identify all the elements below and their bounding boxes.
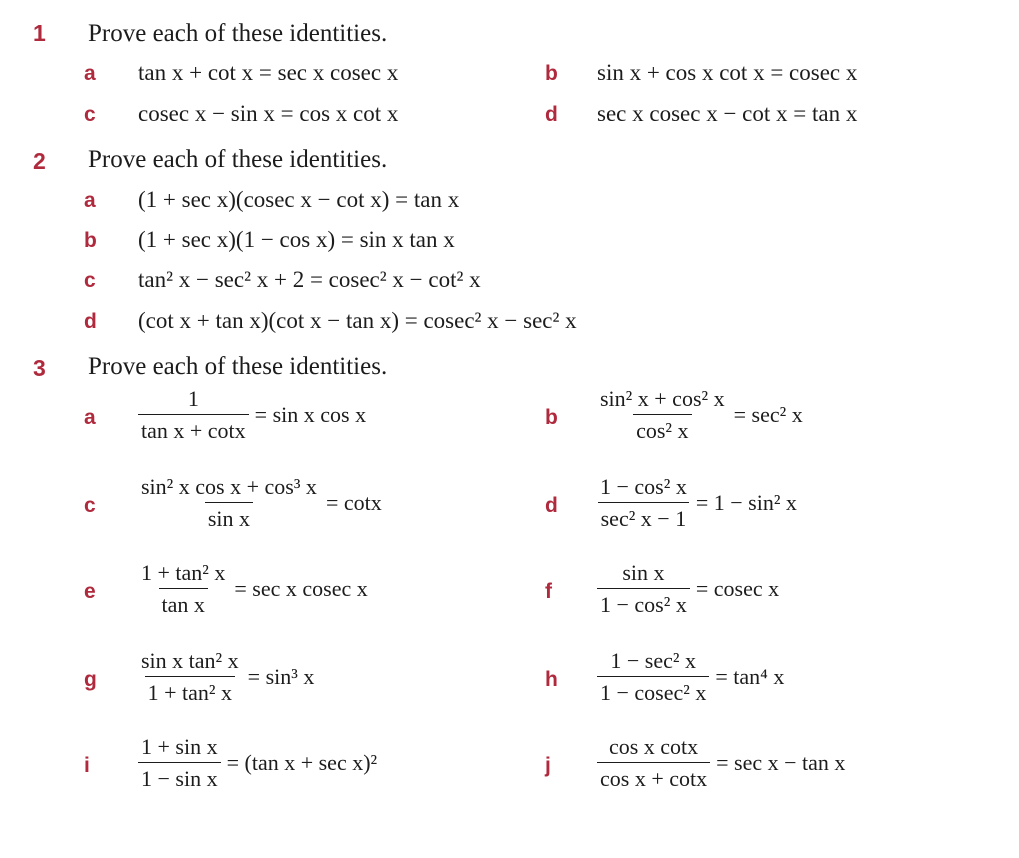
q3-part-b-identity — [597, 386, 803, 444]
q1-part-d-label: d — [545, 103, 558, 126]
q3-part-b-rhs: = sec² x — [733, 402, 803, 427]
q3-part-h-denominator: 1 − cosec² x — [597, 676, 709, 706]
q3-part-i-label: i — [84, 754, 90, 777]
q3-part-c-identity — [138, 474, 382, 532]
q3-part-h-rhs: = tan⁴ x — [715, 664, 785, 689]
q3-part-b-denominator: cos² x — [633, 414, 691, 444]
q1-part-c-identity: cosec x − sin x = cos x cot x — [138, 101, 399, 126]
q3-part-j-denominator: cos x + cotx — [597, 762, 710, 792]
q3-part-c-denominator: sin x — [205, 502, 253, 532]
q3-part-h-numerator: 1 − sec² x — [610, 648, 696, 673]
q3-part-g-numerator: sin x tan² x — [141, 648, 239, 673]
q3-part-e-numerator: 1 + tan² x — [141, 560, 226, 585]
q3-part-e-label: e — [84, 580, 96, 603]
q3-part-f-fraction — [597, 560, 690, 618]
q3-part-b-numerator: sin² x + cos² x — [600, 386, 725, 411]
question-3-number: 3 — [33, 355, 46, 381]
q3-part-e-fraction — [138, 560, 228, 618]
q3-part-g-identity — [138, 648, 314, 706]
q2-part-d-identity: (cot x + tan x)(cot x − tan x) = cosec² x − sec² x — [138, 308, 577, 333]
q1-part-b-identity: sin x + cos x cot x = cosec x — [597, 60, 858, 85]
q3-part-i-numerator: 1 + sin x — [141, 734, 218, 759]
q3-part-j-rhs: = sec x − tan x — [716, 750, 846, 775]
q2-part-a-identity: (1 + sec x)(cosec x − cot x) = tan x — [138, 187, 460, 212]
q3-part-i-rhs: = (tan x + sec x)² — [226, 750, 378, 775]
question-2-instruction: Prove each of these identities. — [88, 146, 388, 173]
q3-part-c-fraction — [138, 474, 320, 532]
q3-part-j-numerator: cos x cotx — [608, 734, 699, 759]
question-3-instruction: Prove each of these identities. — [88, 353, 388, 380]
q3-part-a-label: a — [84, 406, 96, 429]
q3-part-h-fraction — [597, 648, 709, 706]
q3-part-f-label: f — [545, 580, 552, 603]
q3-part-a-numerator: 1 — [187, 386, 199, 411]
q3-part-c-rhs: = cotx — [325, 490, 382, 515]
q1-part-a-label: a — [84, 62, 96, 85]
q3-part-f-numerator: sin x — [622, 560, 665, 585]
q3-part-g-fraction — [138, 648, 242, 706]
q3-part-i-denominator: 1 − sin x — [138, 762, 221, 792]
q2-part-a-label: a — [84, 189, 96, 212]
q2-part-d-label: d — [84, 310, 97, 333]
question-1-instruction: Prove each of these identities. — [88, 20, 388, 47]
q3-part-g-rhs: = sin³ x — [247, 664, 315, 689]
q3-part-h-label: h — [545, 668, 558, 691]
q3-part-d-numerator: 1 − cos² x — [600, 474, 687, 499]
q3-part-j-fraction — [597, 734, 710, 792]
q3-part-f-rhs: = cosec x — [695, 576, 780, 601]
q3-part-a-identity — [138, 386, 366, 444]
q3-part-d-fraction — [597, 474, 690, 532]
q3-part-d-label: d — [545, 494, 558, 517]
q3-part-i-identity — [138, 734, 377, 792]
q3-part-d-denominator: sec² x − 1 — [598, 502, 690, 532]
q3-part-j-label: j — [545, 754, 551, 777]
q3-part-b-fraction — [597, 386, 728, 444]
q3-part-g-label: g — [84, 668, 97, 691]
q3-part-f-denominator: 1 − cos² x — [597, 588, 690, 618]
q3-part-a-rhs: = sin x cos x — [254, 402, 367, 427]
q1-part-a-identity: tan x + cot x = sec x cosec x — [138, 60, 399, 85]
q1-part-d-identity: sec x cosec x − cot x = tan x — [597, 101, 858, 126]
q3-part-c-numerator: sin² x cos x + cos³ x — [141, 474, 317, 499]
q1-part-b-label: b — [545, 62, 558, 85]
q2-part-b-label: b — [84, 229, 97, 252]
q3-part-e-denominator: tan x — [159, 588, 208, 618]
question-1-number: 1 — [33, 20, 46, 46]
q3-part-h-identity — [597, 648, 784, 706]
q1-part-c-label: c — [84, 103, 96, 126]
q3-part-c-label: c — [84, 494, 96, 517]
q3-part-f-identity — [597, 560, 779, 618]
q3-part-d-identity — [597, 474, 797, 532]
q2-part-c-label: c — [84, 269, 96, 292]
q3-part-a-denominator: tan x + cotx — [138, 414, 249, 444]
q3-part-e-rhs: = sec x cosec x — [234, 576, 368, 601]
q3-part-a-fraction — [138, 386, 249, 444]
q3-part-g-denominator: 1 + tan² x — [145, 676, 235, 706]
q3-part-j-identity — [597, 734, 845, 792]
q3-part-d-rhs: = 1 − sin² x — [695, 490, 797, 515]
q3-part-e-identity — [138, 560, 368, 618]
q3-part-i-fraction — [138, 734, 221, 792]
q2-part-b-identity: (1 + sec x)(1 − cos x) = sin x tan x — [138, 227, 455, 252]
question-2-number: 2 — [33, 148, 46, 174]
q3-part-b-label: b — [545, 406, 558, 429]
q2-part-c-identity: tan² x − sec² x + 2 = cosec² x − cot² x — [138, 267, 481, 292]
